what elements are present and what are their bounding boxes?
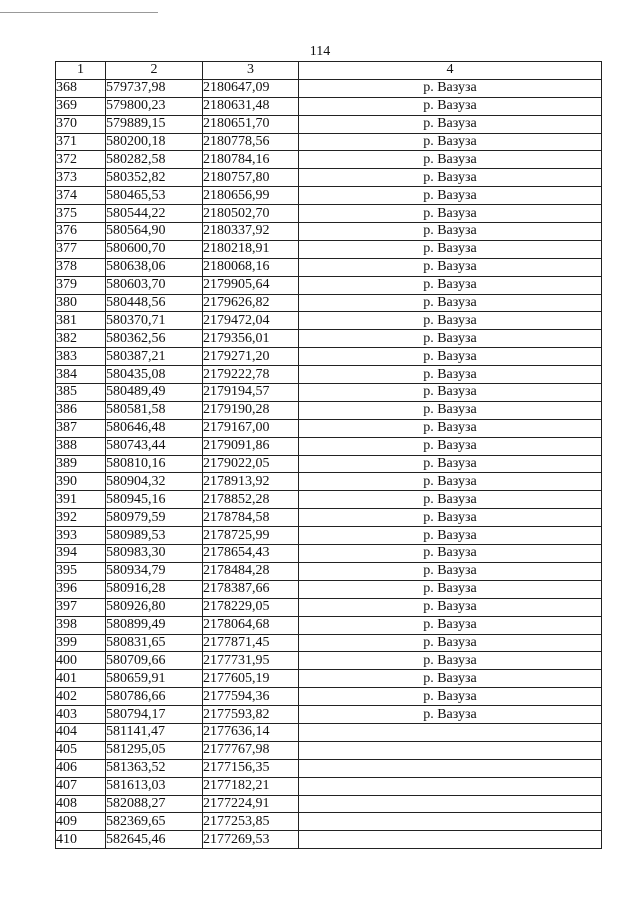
- y-coordinate-cell: 2179905,64: [203, 276, 299, 294]
- x-coordinate-cell: 580448,56: [106, 294, 203, 312]
- table-row: [56, 831, 602, 849]
- x-coordinate-cell: 582645,46: [106, 831, 203, 849]
- description-cell: р. Вазуза: [299, 205, 602, 223]
- x-coordinate-cell: 580387,21: [106, 348, 203, 366]
- table-row: [56, 151, 602, 169]
- point-number-cell: 409: [56, 813, 106, 831]
- point-number-cell: 408: [56, 795, 106, 813]
- x-coordinate-cell: 579889,15: [106, 115, 203, 133]
- table-row: [56, 258, 602, 276]
- x-coordinate-cell: 580831,65: [106, 634, 203, 652]
- point-number-cell: 401: [56, 670, 106, 688]
- x-coordinate-cell: 580489,49: [106, 384, 203, 402]
- point-number-cell: 385: [56, 384, 106, 402]
- description-cell: [299, 831, 602, 849]
- description-cell: [299, 813, 602, 831]
- description-cell: р. Вазуза: [299, 223, 602, 241]
- y-coordinate-cell: 2177636,14: [203, 723, 299, 741]
- y-coordinate-cell: 2180784,16: [203, 151, 299, 169]
- column-header-number: 1: [56, 62, 106, 80]
- x-coordinate-cell: 580786,66: [106, 688, 203, 706]
- y-coordinate-cell: 2178229,05: [203, 598, 299, 616]
- table-row: [56, 169, 602, 187]
- point-number-cell: 384: [56, 366, 106, 384]
- table-row: [56, 401, 602, 419]
- y-coordinate-cell: 2177605,19: [203, 670, 299, 688]
- description-cell: р. Вазуза: [299, 652, 602, 670]
- description-cell: р. Вазуза: [299, 598, 602, 616]
- table-row: [56, 330, 602, 348]
- x-coordinate-cell: 580810,16: [106, 455, 203, 473]
- x-coordinate-cell: 580282,58: [106, 151, 203, 169]
- table-row: [56, 562, 602, 580]
- y-coordinate-cell: 2178913,92: [203, 473, 299, 491]
- x-coordinate-cell: 580581,58: [106, 401, 203, 419]
- x-coordinate-cell: 580435,08: [106, 366, 203, 384]
- table-row: [56, 634, 602, 652]
- x-coordinate-cell: 580794,17: [106, 706, 203, 724]
- table-row: [56, 741, 602, 759]
- table-row: [56, 670, 602, 688]
- description-cell: р. Вазуза: [299, 688, 602, 706]
- point-number-cell: 404: [56, 723, 106, 741]
- y-coordinate-cell: 2180656,99: [203, 187, 299, 205]
- y-coordinate-cell: 2179091,86: [203, 437, 299, 455]
- table-row: [56, 545, 602, 563]
- x-coordinate-cell: 580200,18: [106, 133, 203, 151]
- description-cell: р. Вазуза: [299, 276, 602, 294]
- table-row: [56, 652, 602, 670]
- description-cell: р. Вазуза: [299, 169, 602, 187]
- description-cell: р. Вазуза: [299, 527, 602, 545]
- description-cell: р. Вазуза: [299, 240, 602, 258]
- table-row: [56, 276, 602, 294]
- point-number-cell: 392: [56, 509, 106, 527]
- point-number-cell: 395: [56, 562, 106, 580]
- y-coordinate-cell: 2180631,48: [203, 97, 299, 115]
- x-coordinate-cell: 580370,71: [106, 312, 203, 330]
- point-number-cell: 397: [56, 598, 106, 616]
- y-coordinate-cell: 2180651,70: [203, 115, 299, 133]
- table-row: [56, 509, 602, 527]
- description-cell: р. Вазуза: [299, 151, 602, 169]
- x-coordinate-cell: 580638,06: [106, 258, 203, 276]
- x-coordinate-cell: 580899,49: [106, 616, 203, 634]
- description-cell: [299, 759, 602, 777]
- point-number-cell: 387: [56, 419, 106, 437]
- point-number-cell: 374: [56, 187, 106, 205]
- y-coordinate-cell: 2178654,43: [203, 545, 299, 563]
- x-coordinate-cell: 579737,98: [106, 79, 203, 97]
- table-row: [56, 455, 602, 473]
- y-coordinate-cell: 2179472,04: [203, 312, 299, 330]
- description-cell: р. Вазуза: [299, 509, 602, 527]
- point-number-cell: 380: [56, 294, 106, 312]
- y-coordinate-cell: 2179167,00: [203, 419, 299, 437]
- description-cell: р. Вазуза: [299, 670, 602, 688]
- y-coordinate-cell: 2177253,85: [203, 813, 299, 831]
- point-number-cell: 399: [56, 634, 106, 652]
- y-coordinate-cell: 2178852,28: [203, 491, 299, 509]
- description-cell: [299, 723, 602, 741]
- point-number-cell: 393: [56, 527, 106, 545]
- x-coordinate-cell: 581613,03: [106, 777, 203, 795]
- y-coordinate-cell: 2178387,66: [203, 580, 299, 598]
- description-cell: р. Вазуза: [299, 312, 602, 330]
- x-coordinate-cell: 581141,47: [106, 723, 203, 741]
- x-coordinate-cell: 580544,22: [106, 205, 203, 223]
- point-number-cell: 368: [56, 79, 106, 97]
- y-coordinate-cell: 2178484,28: [203, 562, 299, 580]
- description-cell: [299, 741, 602, 759]
- table-row: [56, 723, 602, 741]
- description-cell: р. Вазуза: [299, 473, 602, 491]
- y-coordinate-cell: 2180757,80: [203, 169, 299, 187]
- table-row: [56, 294, 602, 312]
- y-coordinate-cell: 2179222,78: [203, 366, 299, 384]
- table-row: [56, 205, 602, 223]
- point-number-cell: 372: [56, 151, 106, 169]
- y-coordinate-cell: 2177767,98: [203, 741, 299, 759]
- x-coordinate-cell: 581295,05: [106, 741, 203, 759]
- point-number-cell: 382: [56, 330, 106, 348]
- description-cell: р. Вазуза: [299, 616, 602, 634]
- point-number-cell: 370: [56, 115, 106, 133]
- page-number: 114: [309, 44, 331, 59]
- point-number-cell: 371: [56, 133, 106, 151]
- table-row: [56, 384, 602, 402]
- table-row: [56, 527, 602, 545]
- y-coordinate-cell: 2177182,21: [203, 777, 299, 795]
- point-number-cell: 375: [56, 205, 106, 223]
- table-row: [56, 777, 602, 795]
- x-coordinate-cell: 580743,44: [106, 437, 203, 455]
- x-coordinate-cell: 580926,80: [106, 598, 203, 616]
- table-row: [56, 598, 602, 616]
- y-coordinate-cell: 2179626,82: [203, 294, 299, 312]
- column-header-x: 2: [106, 62, 203, 80]
- y-coordinate-cell: 2177224,91: [203, 795, 299, 813]
- description-cell: р. Вазуза: [299, 133, 602, 151]
- x-coordinate-cell: 580983,30: [106, 545, 203, 563]
- x-coordinate-cell: 580709,66: [106, 652, 203, 670]
- point-number-cell: 405: [56, 741, 106, 759]
- point-number-cell: 394: [56, 545, 106, 563]
- y-coordinate-cell: 2177594,36: [203, 688, 299, 706]
- x-coordinate-cell: 580600,70: [106, 240, 203, 258]
- table-row: [56, 419, 602, 437]
- point-number-cell: 398: [56, 616, 106, 634]
- y-coordinate-cell: 2177156,35: [203, 759, 299, 777]
- description-cell: р. Вазуза: [299, 366, 602, 384]
- y-coordinate-cell: 2179271,20: [203, 348, 299, 366]
- point-number-cell: 383: [56, 348, 106, 366]
- description-cell: р. Вазуза: [299, 384, 602, 402]
- description-cell: р. Вазуза: [299, 580, 602, 598]
- table-row: [56, 473, 602, 491]
- point-number-cell: 402: [56, 688, 106, 706]
- table-row: [56, 795, 602, 813]
- y-coordinate-cell: 2177731,95: [203, 652, 299, 670]
- point-number-cell: 388: [56, 437, 106, 455]
- x-coordinate-cell: 580362,56: [106, 330, 203, 348]
- x-coordinate-cell: 581363,52: [106, 759, 203, 777]
- table-row: [56, 79, 602, 97]
- table-row: [56, 688, 602, 706]
- x-coordinate-cell: 580659,91: [106, 670, 203, 688]
- x-coordinate-cell: 580916,28: [106, 580, 203, 598]
- table-row: [56, 491, 602, 509]
- point-number-cell: 396: [56, 580, 106, 598]
- point-number-cell: 369: [56, 97, 106, 115]
- table-row: [56, 312, 602, 330]
- description-cell: р. Вазуза: [299, 348, 602, 366]
- x-coordinate-cell: 580465,53: [106, 187, 203, 205]
- x-coordinate-cell: 580603,70: [106, 276, 203, 294]
- y-coordinate-cell: 2180337,92: [203, 223, 299, 241]
- table-row: [56, 706, 602, 724]
- table-row: [56, 580, 602, 598]
- x-coordinate-cell: 580352,82: [106, 169, 203, 187]
- point-number-cell: 378: [56, 258, 106, 276]
- table-row: [56, 133, 602, 151]
- table-row: [56, 348, 602, 366]
- y-coordinate-cell: 2179190,28: [203, 401, 299, 419]
- y-coordinate-cell: 2178725,99: [203, 527, 299, 545]
- x-coordinate-cell: 580646,48: [106, 419, 203, 437]
- y-coordinate-cell: 2177871,45: [203, 634, 299, 652]
- table-row: [56, 115, 602, 133]
- point-number-cell: 391: [56, 491, 106, 509]
- table-row: [56, 187, 602, 205]
- description-cell: р. Вазуза: [299, 437, 602, 455]
- description-cell: [299, 795, 602, 813]
- y-coordinate-cell: 2180647,09: [203, 79, 299, 97]
- description-cell: р. Вазуза: [299, 294, 602, 312]
- y-coordinate-cell: 2180218,91: [203, 240, 299, 258]
- y-coordinate-cell: 2179022,05: [203, 455, 299, 473]
- y-coordinate-cell: 2180778,56: [203, 133, 299, 151]
- point-number-cell: 376: [56, 223, 106, 241]
- top-rule: [0, 12, 158, 13]
- point-number-cell: 403: [56, 706, 106, 724]
- y-coordinate-cell: 2180502,70: [203, 205, 299, 223]
- description-cell: р. Вазуза: [299, 419, 602, 437]
- x-coordinate-cell: 579800,23: [106, 97, 203, 115]
- coordinates-table: [55, 61, 602, 849]
- description-cell: р. Вазуза: [299, 562, 602, 580]
- table-row: [56, 97, 602, 115]
- table-header-row: [56, 62, 602, 80]
- table-row: [56, 616, 602, 634]
- y-coordinate-cell: 2177593,82: [203, 706, 299, 724]
- point-number-cell: 406: [56, 759, 106, 777]
- y-coordinate-cell: 2180068,16: [203, 258, 299, 276]
- table-row: [56, 240, 602, 258]
- table-row: [56, 223, 602, 241]
- description-cell: р. Вазуза: [299, 258, 602, 276]
- x-coordinate-cell: 582088,27: [106, 795, 203, 813]
- point-number-cell: 410: [56, 831, 106, 849]
- y-coordinate-cell: 2179356,01: [203, 330, 299, 348]
- x-coordinate-cell: 580934,79: [106, 562, 203, 580]
- column-header-y: 3: [203, 62, 299, 80]
- description-cell: р. Вазуза: [299, 79, 602, 97]
- x-coordinate-cell: 580989,53: [106, 527, 203, 545]
- point-number-cell: 400: [56, 652, 106, 670]
- description-cell: р. Вазуза: [299, 97, 602, 115]
- table-row: [56, 366, 602, 384]
- y-coordinate-cell: 2177269,53: [203, 831, 299, 849]
- point-number-cell: 389: [56, 455, 106, 473]
- x-coordinate-cell: 580564,90: [106, 223, 203, 241]
- column-header-description: 4: [299, 62, 602, 80]
- table-row: [56, 437, 602, 455]
- y-coordinate-cell: 2178784,58: [203, 509, 299, 527]
- table-row: [56, 813, 602, 831]
- description-cell: р. Вазуза: [299, 545, 602, 563]
- point-number-cell: 407: [56, 777, 106, 795]
- description-cell: р. Вазуза: [299, 634, 602, 652]
- x-coordinate-cell: 582369,65: [106, 813, 203, 831]
- table-row: [56, 759, 602, 777]
- description-cell: р. Вазуза: [299, 706, 602, 724]
- point-number-cell: 390: [56, 473, 106, 491]
- description-cell: р. Вазуза: [299, 115, 602, 133]
- point-number-cell: 381: [56, 312, 106, 330]
- point-number-cell: 377: [56, 240, 106, 258]
- description-cell: [299, 777, 602, 795]
- description-cell: р. Вазуза: [299, 491, 602, 509]
- description-cell: р. Вазуза: [299, 455, 602, 473]
- x-coordinate-cell: 580979,59: [106, 509, 203, 527]
- description-cell: р. Вазуза: [299, 401, 602, 419]
- x-coordinate-cell: 580904,32: [106, 473, 203, 491]
- point-number-cell: 379: [56, 276, 106, 294]
- x-coordinate-cell: 580945,16: [106, 491, 203, 509]
- description-cell: р. Вазуза: [299, 187, 602, 205]
- y-coordinate-cell: 2178064,68: [203, 616, 299, 634]
- description-cell: р. Вазуза: [299, 330, 602, 348]
- point-number-cell: 373: [56, 169, 106, 187]
- y-coordinate-cell: 2179194,57: [203, 384, 299, 402]
- point-number-cell: 386: [56, 401, 106, 419]
